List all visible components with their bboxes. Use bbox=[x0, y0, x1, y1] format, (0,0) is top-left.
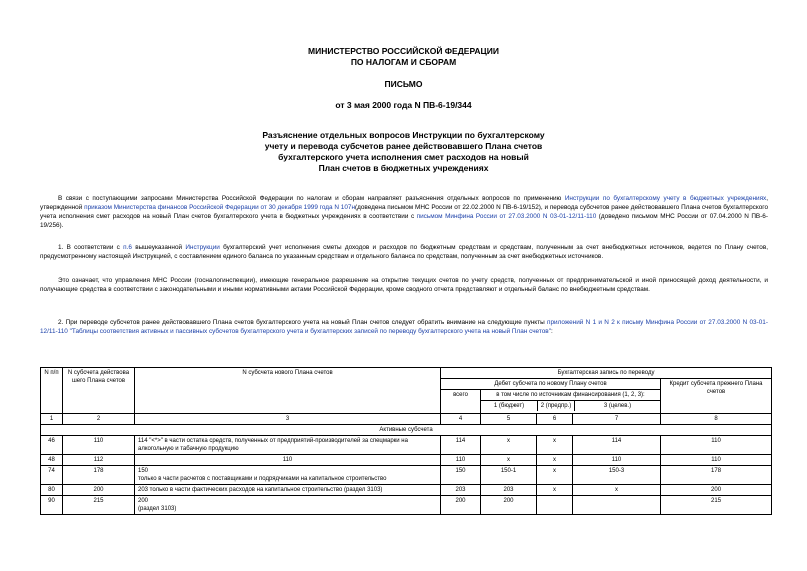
column-number: 6 bbox=[537, 414, 573, 425]
paragraph-item-2-text-b: : bbox=[550, 328, 553, 335]
cell-s2 bbox=[537, 496, 573, 515]
paragraph-intro bbox=[40, 194, 768, 230]
section-title: Активные субсчета bbox=[41, 425, 772, 436]
column-number: 1 bbox=[41, 414, 63, 425]
cell-total: 110 bbox=[441, 455, 481, 466]
subject-line1: Разъяснение отдельных вопросов Инструкции по бухгалтерскому bbox=[262, 130, 545, 140]
column-number: 2 bbox=[63, 414, 135, 425]
cell-old: 112 bbox=[63, 455, 135, 466]
cell-new: 200 (раздел 3103) bbox=[135, 496, 441, 515]
cell-new: 150 только в части расчетов с поставщиками и подрядчиками на капитальное строительство bbox=[135, 466, 441, 485]
header-sources-label: в том числе по источникам финансирования (1, 2, 3): bbox=[481, 390, 660, 401]
subject-line4: План счетов в бюджетных учреждениях bbox=[318, 163, 489, 173]
paragraph-item-2 bbox=[40, 318, 768, 336]
cell-n: 90 bbox=[41, 496, 63, 515]
cell-n: 46 bbox=[41, 436, 63, 455]
paragraph-item-1-text-c: бухгалтерский учет исполнения сметы доходов и расходов по бюджетным средствам и средствам, полученным за счет внебюджетных источников, ведется по Плану счетов, предусмотренному настоящей Инструкцией, с составлением единого баланса по указанным средствам и отдельного баланса по средствам, полученным за счет внебюджетных источников. bbox=[40, 244, 769, 260]
cell-old: 200 bbox=[63, 485, 135, 496]
header-source-2: 2 (предпр.) bbox=[538, 401, 575, 411]
cell-total: 114 bbox=[441, 436, 481, 455]
appendices-link[interactable]: приложений N 1 и N 2 к письму Минфина России от 27.03.2000 N 03-01-12/11-110 "Таблицы соответствия активных и пассивных субсчетов бухгалтерского учета и бухгалтерских записей по переводу бухгалтерского учета на новый План счетов" bbox=[40, 319, 768, 335]
instruction-link-2[interactable]: Инструкции bbox=[185, 244, 220, 251]
subject-line3: бухгалтерского учета исполнения смет расходов на новый bbox=[278, 152, 529, 162]
header-sources bbox=[481, 390, 661, 414]
paragraph-item-1-text-b: вышеуказанной bbox=[131, 244, 186, 251]
table-header-row bbox=[41, 368, 772, 379]
cell-s3 bbox=[573, 496, 661, 515]
cell-new: 114 "<*>" в части остатка средств, полученных от предприятий-производителей за спецмарки на алкогольную и табачную продукцию bbox=[135, 436, 441, 455]
cell-credit: 110 bbox=[661, 436, 772, 455]
cell-s1: x bbox=[481, 436, 537, 455]
cell-old: 215 bbox=[63, 496, 135, 515]
header-row-number: N п/п bbox=[41, 368, 63, 414]
document-type: ПИСЬМО bbox=[384, 79, 423, 89]
cell-n: 74 bbox=[41, 466, 63, 485]
cell-n: 80 bbox=[41, 485, 63, 496]
paragraph-item-1-text-a: 1. В соответствии с bbox=[58, 244, 124, 251]
header-entry-group: Бухгалтерская запись по переводу bbox=[441, 368, 772, 379]
cell-old: 178 bbox=[63, 466, 135, 485]
cell-s3: 114 bbox=[573, 436, 661, 455]
paragraph-item-2-text-a: 2. При переводе субсчетов ранее действовавшего Плана счетов бухгалтерского учета на новый План счетов следует обратить внимание на следующие пункты bbox=[58, 319, 547, 326]
cell-n: 48 bbox=[41, 455, 63, 466]
header-credit: Кредит субсчета прежнего Плана счетов bbox=[661, 379, 772, 414]
cell-s2: x bbox=[537, 466, 573, 485]
cell-old: 110 bbox=[63, 436, 135, 455]
header-sources-cols bbox=[481, 401, 660, 411]
paragraph-intro-text-a: В связи с поступающими запросами Министерства Российской Федерации по налогам и сборам направляет разъяснения отдельных вопросов по применению bbox=[58, 195, 565, 202]
cell-credit: 178 bbox=[661, 466, 772, 485]
header-source-1: 1 (бюджет) bbox=[481, 401, 538, 411]
order-107n-link[interactable]: приказом Министерства финансов Российской Федерации от 30 декабря 1999 года N 107н bbox=[84, 204, 355, 211]
cell-s1: 150-1 bbox=[481, 466, 537, 485]
minfin-letter-link[interactable]: письмом Минфина России от 27.03.2000 N 03-01-12/11-110 bbox=[416, 213, 597, 220]
paragraph-intro-text-b: , утвержденной bbox=[40, 195, 769, 211]
table-row bbox=[41, 436, 772, 455]
cell-s3: 110 bbox=[573, 455, 661, 466]
conversion-table bbox=[40, 367, 772, 515]
table-row bbox=[41, 466, 772, 485]
column-number: 7 bbox=[573, 414, 661, 425]
column-number: 5 bbox=[481, 414, 537, 425]
header-debit: Дебет субсчета по новому Плану счетов bbox=[441, 379, 661, 390]
ministry-name-line1: МИНИСТЕРСТВО РОССИЙСКОЙ ФЕДЕРАЦИИ bbox=[308, 46, 499, 56]
column-number: 4 bbox=[441, 414, 481, 425]
ministry-name-line2: ПО НАЛОГАМ И СБОРАМ bbox=[350, 57, 457, 67]
cell-s1: x bbox=[481, 455, 537, 466]
cell-s1: 200 bbox=[481, 496, 537, 515]
cell-s2: x bbox=[537, 485, 573, 496]
cell-s2: x bbox=[537, 455, 573, 466]
column-number-row bbox=[41, 414, 772, 425]
cell-total: 203 bbox=[441, 485, 481, 496]
subject-line2: учету и перевода субсчетов ранее действовавшего Плана счетов bbox=[264, 141, 543, 151]
cell-credit: 200 bbox=[661, 485, 772, 496]
header-source-3: 3 (целев.) bbox=[603, 403, 632, 409]
column-number: 3 bbox=[135, 414, 441, 425]
cell-credit: 215 bbox=[661, 496, 772, 515]
table-row bbox=[41, 455, 772, 466]
document-date: от 3 мая 2000 года N ПВ-6-19/344 bbox=[335, 100, 472, 110]
cell-s1: 203 bbox=[481, 485, 537, 496]
cell-credit: 110 bbox=[661, 455, 772, 466]
paragraph-intro-text-d: (доведено письмом МНС России от 07.04.2000 N ПВ-6-19/256). bbox=[40, 213, 768, 229]
paragraph-intro-text-c: (доведена письмом МНС России от 22.02.2000 N ПВ-6-19/152), и перевода субсчетов ранее действовавшего Плана счетов бухгалтерского учета исполнения смет расходов на новый План счетов бухгалтерского учета в бюджетных учреждениях в соответствии с bbox=[40, 204, 768, 220]
column-number: 8 bbox=[661, 414, 772, 425]
cell-s2: x bbox=[537, 436, 573, 455]
table-row bbox=[41, 485, 772, 496]
cell-new: 110 bbox=[135, 455, 441, 466]
cell-new: 203 только в части фактических расходов на капитальное строительство (раздел 3103) bbox=[135, 485, 441, 496]
clause-6-link[interactable]: п.6 bbox=[123, 244, 132, 251]
header-total: всего bbox=[441, 390, 481, 414]
section-row bbox=[41, 425, 772, 436]
instruction-link[interactable]: Инструкции по бухгалтерскому учету в бюджетных учреждениях bbox=[564, 195, 767, 202]
paragraph-item-1 bbox=[40, 243, 768, 261]
header-old-account: N субсчета действова шего Плана счетов bbox=[63, 368, 135, 414]
table-row bbox=[41, 496, 772, 515]
cell-total: 150 bbox=[441, 466, 481, 485]
cell-s3: x bbox=[573, 485, 661, 496]
header-new-account: N субсчета нового Плана счетов bbox=[135, 368, 441, 414]
cell-s3: 150-3 bbox=[573, 466, 661, 485]
cell-total: 200 bbox=[441, 496, 481, 515]
paragraph-explanation: Это означает, что управления МНС России (госналогинспекции), имеющие генеральное разрешение на открытие текущих счетов по учету средств, полученных от предпринимательской и иной приносящей доход деятельности, и получающие средства в соответствии с законодательными и иными нормативными актами Российской Федерации, кроме сводного отчета представляют и отдельный баланс по внебюджетным средствам. bbox=[40, 277, 768, 293]
